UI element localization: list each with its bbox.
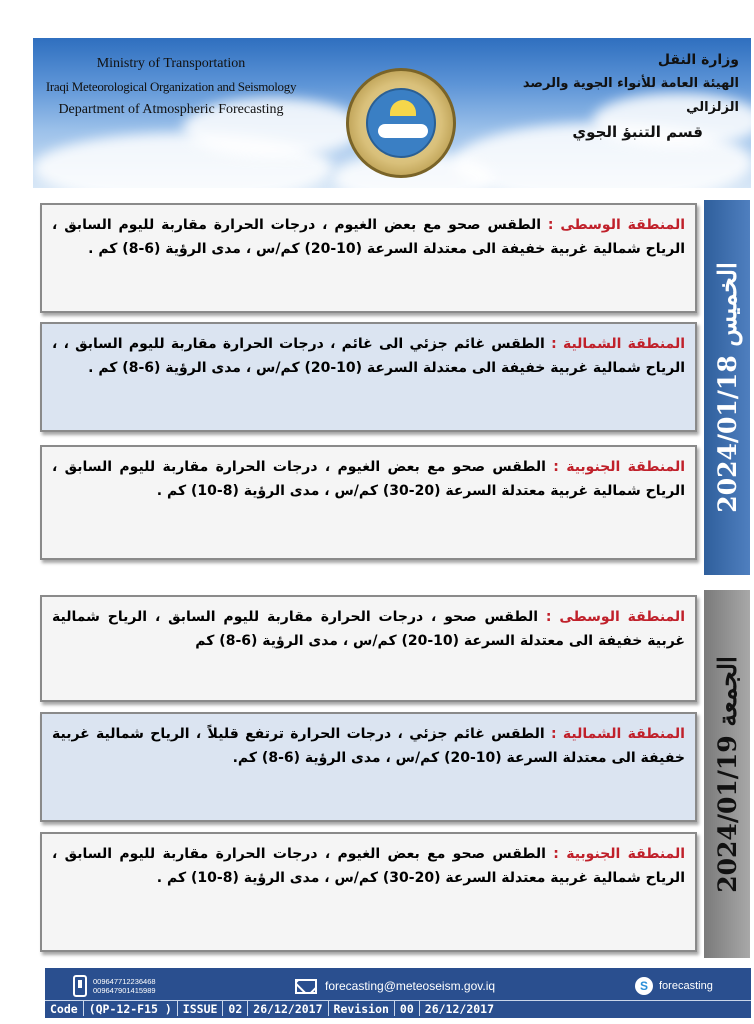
- forecast-box-north: [40, 712, 697, 822]
- code-label: Code: [45, 1001, 84, 1016]
- forecast-body: الطقس غائم جزئي الى غائم ، درجات الحرارة مقاربة لليوم السابق ، ، الرياح شمالية غربية خفيفة الى معتدلة السرعة (10-20) كم/س ، مدى الرؤية (6-8) كم .: [52, 336, 685, 376]
- header-arabic-text: [499, 48, 739, 144]
- revision-label: Revision: [329, 1001, 395, 1016]
- phone-number: 009647712236468: [93, 977, 156, 986]
- email-contact: [295, 972, 495, 1000]
- region-name: المنطقة الجنوبية :: [553, 846, 686, 862]
- revision-value: 00: [395, 1001, 420, 1016]
- header-banner: [33, 38, 751, 188]
- region-name: المنطقة الشمالية :: [551, 336, 686, 352]
- issue-value: 02: [223, 1001, 248, 1016]
- day-label: الجمعة 2024/01/19: [712, 655, 742, 893]
- header-english-text: [41, 52, 301, 121]
- forecast-body: الطقس صحو مع بعض الغيوم ، درجات الحرارة مقاربة لليوم السابق ، الرياح شمالية غربية معتدلة السرعة (20-30) كم/س ، مدى الرؤية (8-10) كم .: [52, 846, 685, 886]
- forecast-text: [52, 722, 685, 770]
- forecast-box-south: [40, 445, 697, 560]
- ministry-name-en: Ministry of Transportation: [96, 56, 246, 71]
- region-name: المنطقة الوسطى :: [547, 217, 685, 233]
- region-name: المنطقة الجنوبية :: [553, 459, 686, 475]
- forecast-box-central: [40, 203, 697, 313]
- forecast-body: الطقس صحو ، درجات الحرارة مقاربة لليوم السابق ، الرياح شمالية غربية خفيفة الى معتدلة السرعة (10-20) كم/س ، مدى الرؤية (6-8) كم: [52, 609, 685, 649]
- skype-handle: forecasting: [659, 980, 713, 992]
- phone-icon: [73, 975, 87, 997]
- organization-name-ar: الهيئة العامة للأنواء الجوية والرصد الزلزالي: [522, 76, 739, 115]
- phone-number: 009647901415989: [93, 986, 156, 995]
- forecast-box-south: [40, 832, 697, 952]
- email-address[interactable]: forecasting@meteoseism.gov.iq: [325, 979, 496, 993]
- skype-icon: S: [635, 977, 653, 995]
- forecast-body: الطقس غائم جزئي ، درجات الحرارة ترتفع قليلاً ، الرياح شمالية غربية خفيفة الى معتدلة السرعة (10-20) كم/س ، مدى الرؤية (6-8) كم.: [52, 726, 685, 766]
- mail-icon: [295, 979, 317, 994]
- region-name: المنطقة الشمالية :: [550, 726, 685, 742]
- issue-date: 26/12/2017: [248, 1001, 328, 1016]
- forecast-text: [52, 455, 685, 503]
- issue-label: ISSUE: [178, 1001, 224, 1016]
- phone-contact: [73, 972, 156, 1000]
- forecast-text: [52, 332, 685, 380]
- skype-contact: [635, 972, 713, 1000]
- organization-name-en: Iraqi Meteorological Organization and Seismology: [45, 79, 297, 94]
- forecast-text: [52, 213, 685, 261]
- organization-logo: [346, 68, 456, 178]
- forecast-body: الطقس صحو مع بعض الغيوم ، درجات الحرارة مقاربة لليوم السابق ، الرياح شمالية غربية خفيفة الى معتدلة السرعة (10-20) كم/س ، مدى الرؤية (6-8) كم .: [52, 217, 685, 257]
- department-name-en: Department of Atmospheric Forecasting: [58, 102, 284, 117]
- forecast-box-north: [40, 322, 697, 432]
- revision-date: 26/12/2017: [424, 1001, 495, 1016]
- code-value: (QP-12-F15 ): [84, 1001, 178, 1016]
- forecast-body: الطقس صحو مع بعض الغيوم ، درجات الحرارة مقاربة لليوم السابق ، الرياح شمالية غربية معتدلة السرعة (20-30) كم/س ، مدى الرؤية (8-10) كم .: [52, 459, 685, 499]
- day-tab-friday: [704, 590, 750, 958]
- department-name-ar: قسم التنبؤ الجوي: [572, 123, 703, 141]
- phone-numbers: [93, 977, 156, 995]
- forecast-text: [52, 842, 685, 890]
- ministry-name-ar: وزارة النقل: [657, 52, 739, 68]
- region-name: المنطقة الوسطى :: [545, 609, 685, 625]
- footer-bar: [45, 968, 751, 1018]
- forecast-box-central: [40, 595, 697, 702]
- forecast-text: [52, 605, 685, 653]
- day-label: الخميس 2024/01/18: [712, 262, 742, 513]
- logo-emblem-icon: [366, 88, 436, 158]
- day-tab-thursday: [704, 200, 750, 575]
- document-code-bar: [45, 1000, 751, 1016]
